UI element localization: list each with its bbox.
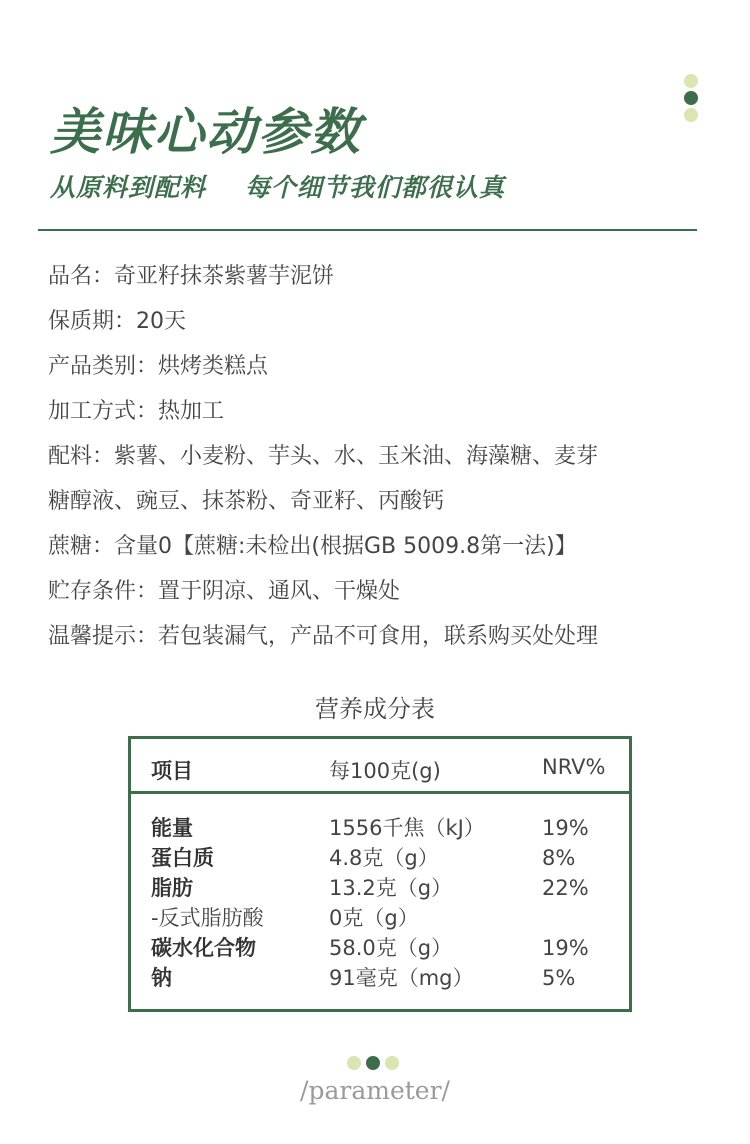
table-row [131,903,629,933]
nutrition-title: 营养成分表 [315,695,435,723]
row-nrv: 19% [542,816,589,840]
row-item: 能量 [151,816,193,840]
page-subtitle [50,168,505,204]
row-per100: 91毫克（mg） [329,966,474,990]
header-divider [38,229,697,231]
row-nrv: 22% [542,876,589,900]
info-warning: 温馨提示：若包装漏气，产品不可食用，联系购买处处理 [48,624,599,649]
light-dot-icon [684,108,698,122]
row-item: 钠 [151,966,172,990]
table-row [131,843,629,873]
row-per100: 0克（g） [329,906,419,930]
light-dot-icon [684,74,698,88]
table-row [131,933,629,963]
row-item: 碳水化合物 [151,936,256,960]
subtitle-left: 从原料到配料 [50,173,207,202]
info-ingredients: 配料：紫薯、小麦粉、芋头、水、玉米油、海藻糖、麦芽 [48,444,599,469]
row-per100: 4.8克（g） [329,846,439,870]
row-nrv: 8% [542,846,576,870]
row-per100: 58.0克（g） [329,936,453,960]
nutrition-table [128,736,632,1012]
dark-dot-icon [684,91,698,105]
header-per100: 每100克(g) [329,759,441,783]
info-ingredients-cont: 糖醇液、豌豆、抹茶粉、奇亚籽、丙酸钙 [48,489,445,514]
row-per100: 13.2克（g） [329,876,453,900]
row-item: -反式脂肪酸 [151,906,264,930]
light-dot-icon [385,1056,399,1070]
table-header [131,739,629,794]
info-category: 产品类别：烘烤类糕点 [48,354,269,379]
row-per100: 1556千焦（kJ） [329,816,485,840]
decorative-dots-vertical [684,74,698,125]
info-product-name: 品名：奇亚籽抹茶紫薯芋泥饼 [48,264,335,289]
table-row [131,813,629,843]
footer-label: /parameter/ [300,1076,450,1105]
subtitle-right: 每个细节我们都很认真 [244,173,505,202]
header-item: 项目 [151,759,193,783]
info-shelf-life: 保质期：20天 [48,309,186,334]
row-item: 脂肪 [151,876,193,900]
product-info [48,254,708,659]
page-title: 美味心动参数 [50,103,362,161]
header-nrv: NRV% [542,755,606,779]
row-nrv: 19% [542,936,589,960]
info-sucrose: 蔗糖：含量0【蔗糖:未检出(根据GB 5009.8第一法)】 [48,534,577,559]
row-nrv: 5% [542,966,576,990]
decorative-dots-horizontal [347,1055,404,1069]
dark-dot-icon [366,1056,380,1070]
row-item: 蛋白质 [151,846,214,870]
info-storage: 贮存条件：置于阴凉、通风、干燥处 [48,579,401,604]
table-row [131,873,629,903]
light-dot-icon [347,1056,361,1070]
table-row [131,963,629,993]
info-process: 加工方式：热加工 [48,399,225,424]
